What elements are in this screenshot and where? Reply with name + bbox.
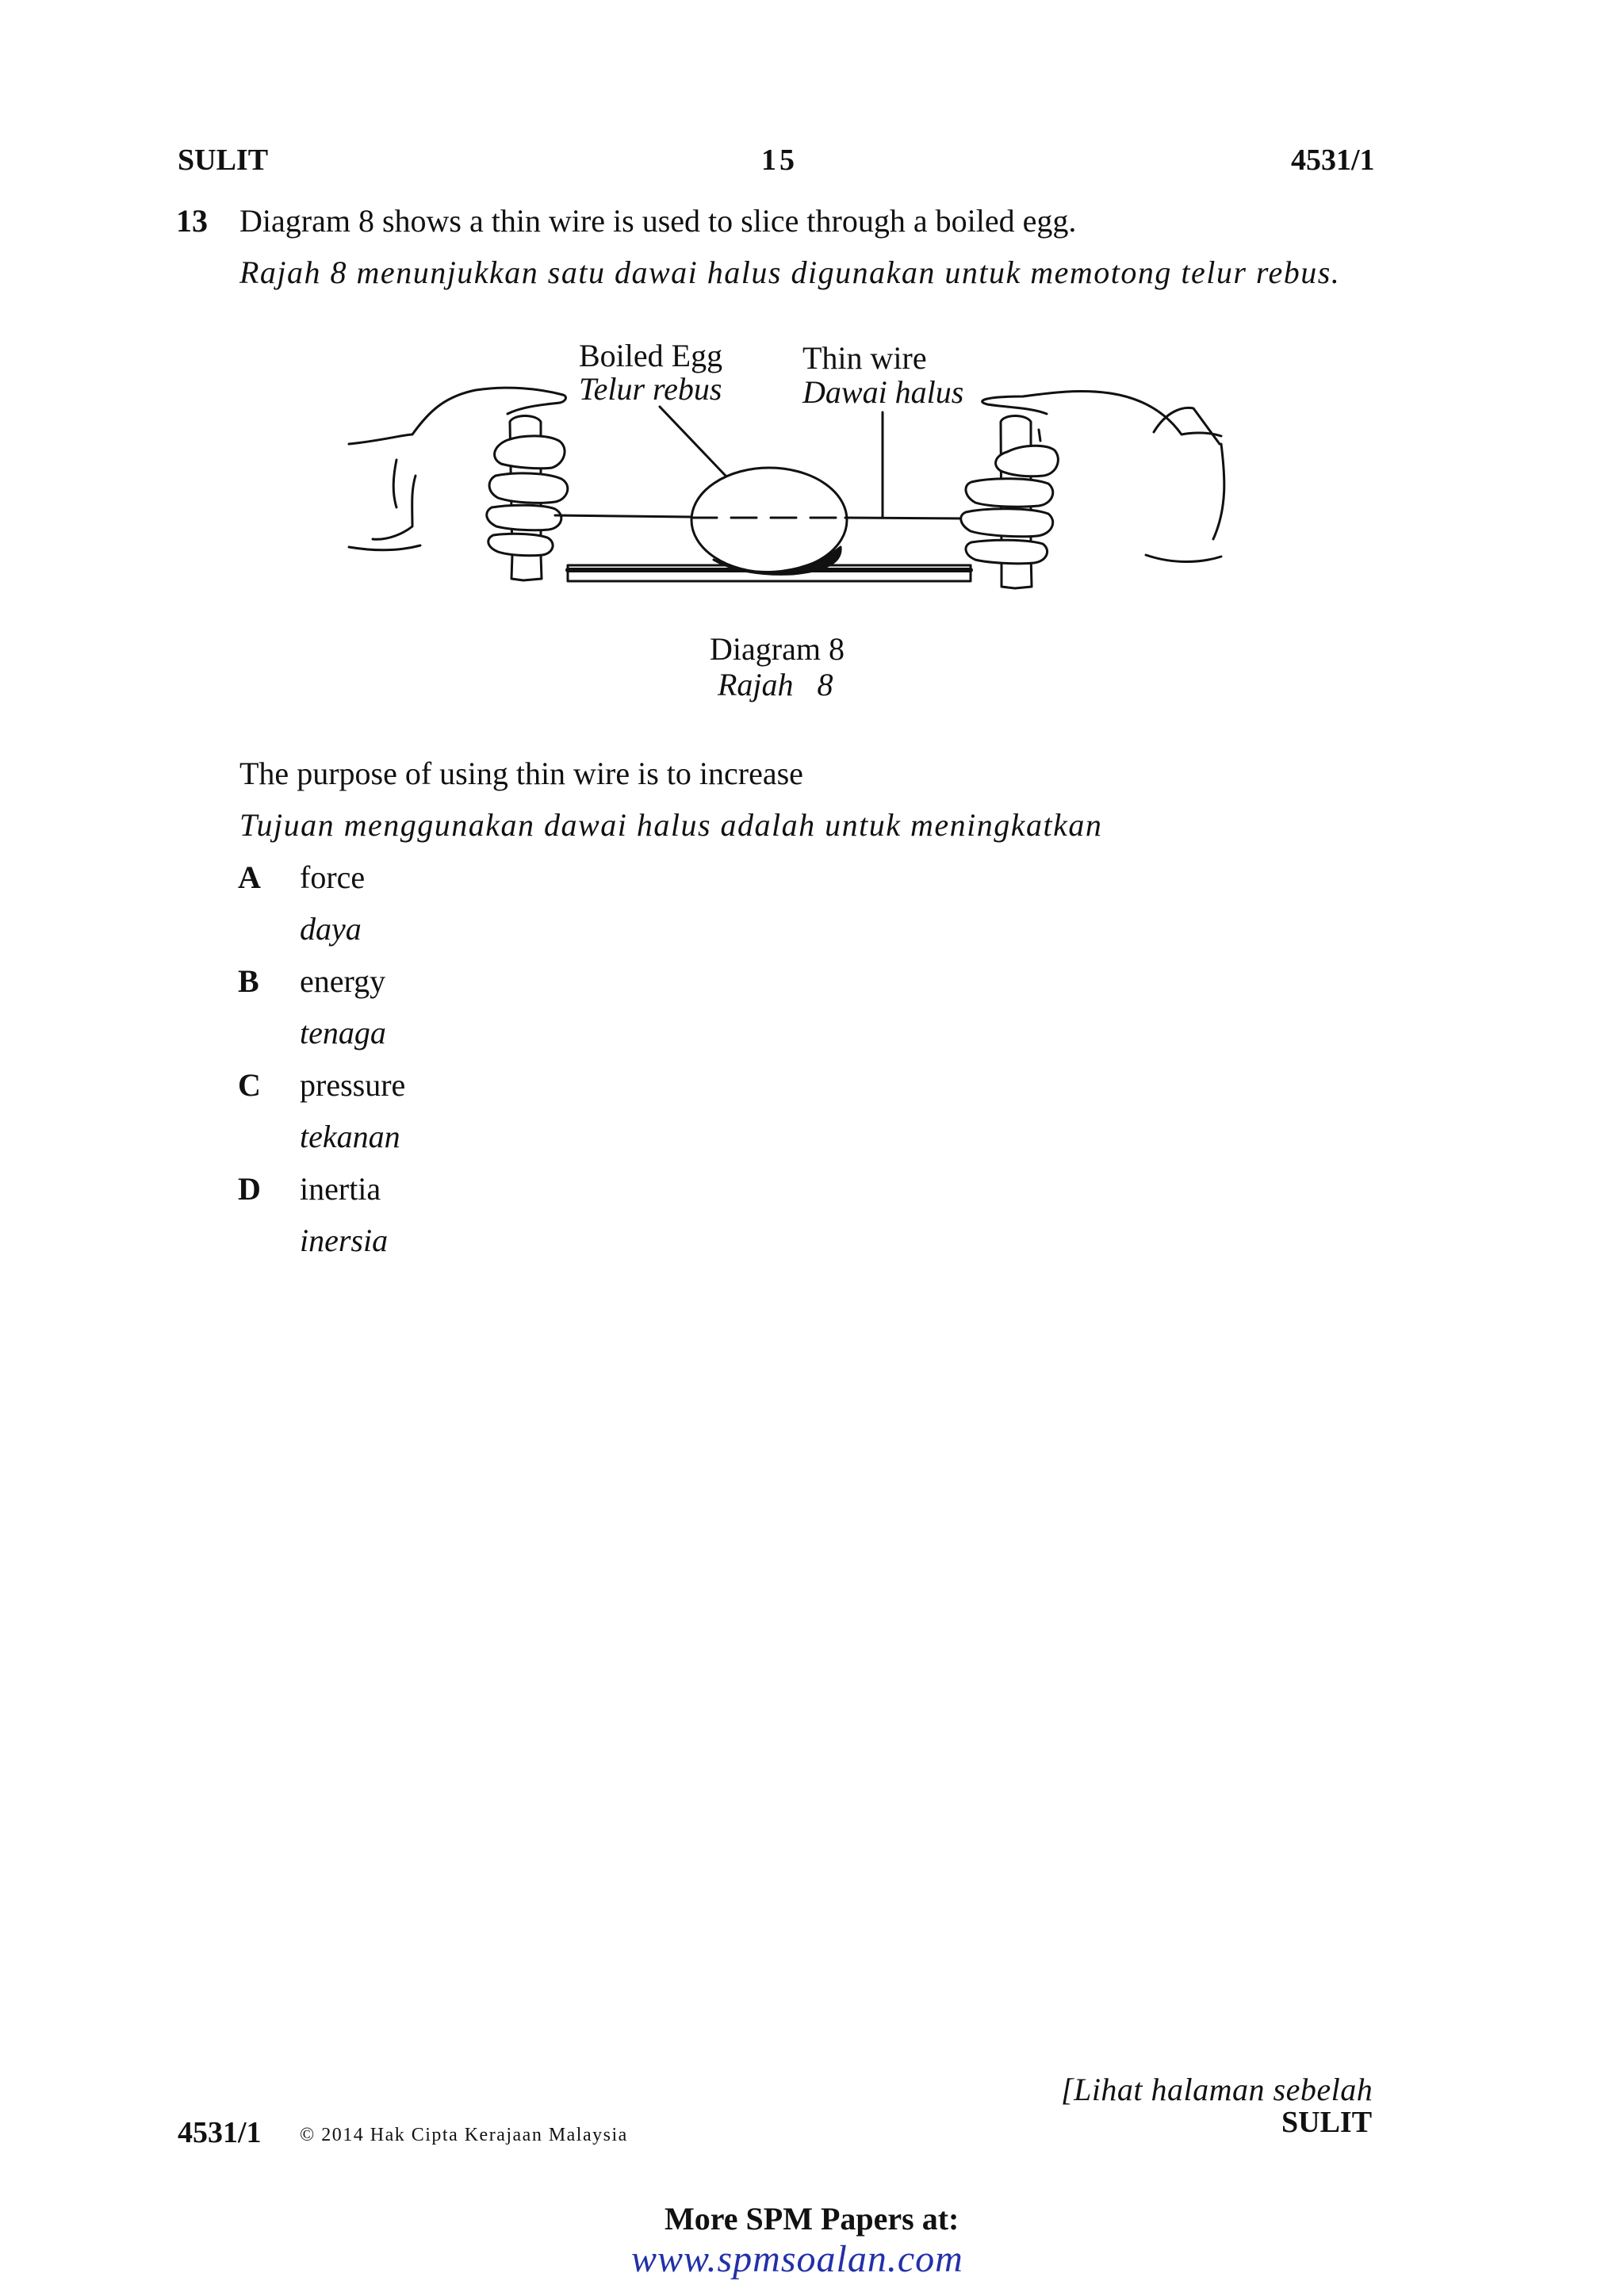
egg-slicing-diagram (0, 0, 1624, 714)
more-papers-text: More SPM Papers at: (665, 2201, 959, 2237)
footer-sulit: SULIT (1281, 2106, 1373, 2139)
option-letter: D (238, 1171, 261, 1207)
website-link[interactable]: www.spmsoalan.com (631, 2238, 963, 2280)
option-text-en: energy (300, 963, 386, 999)
diagram-caption-ms: Rajah 8 (718, 667, 833, 702)
option-text-en: pressure (300, 1067, 406, 1103)
label-thin-wire: Thin wire (802, 340, 927, 376)
egg-pointer-line (660, 407, 726, 476)
right-hand-icon (961, 391, 1224, 588)
label-boiled-egg: Boiled Egg (579, 338, 723, 373)
boiled-egg-icon (691, 468, 847, 574)
question-stem-en: Diagram 8 shows a thin wire is used to slice through a boiled egg. (239, 203, 1077, 239)
see-next-page: [Lihat halaman sebelah (1061, 2072, 1373, 2107)
label-telur-rebus: Telur rebus (579, 371, 722, 407)
label-dawai-halus: Dawai halus (802, 374, 964, 410)
option-letter: B (238, 963, 259, 999)
option-letter: C (238, 1067, 261, 1103)
footer-copyright: © 2014 Hak Cipta Kerajaan Malaysia (300, 2125, 628, 2145)
question-stem-ms: Rajah 8 menunjukkan satu dawai halus digunakan untuk memotong telur rebus. (239, 254, 1341, 290)
page-number: 15 (761, 144, 798, 177)
footer-paper-code: 4531/1 (178, 2116, 262, 2149)
option-text-ms: daya (300, 911, 362, 947)
paper-code: 4531/1 (1291, 144, 1375, 177)
option-text-en: inertia (300, 1171, 381, 1207)
option-text-ms: inersia (300, 1223, 389, 1258)
prompt-en: The purpose of using thin wire is to increase (239, 756, 803, 791)
question-number: 13 (176, 203, 208, 239)
prompt-ms: Tujuan menggunakan dawai halus adalah untuk meningkatkan (239, 807, 1103, 843)
option-letter: A (238, 859, 261, 895)
option-text-ms: tenaga (300, 1015, 386, 1050)
left-hand-icon (349, 388, 568, 580)
option-text-en: force (300, 859, 366, 895)
diagram-caption-en: Diagram 8 (710, 631, 845, 667)
option-text-ms: tekanan (300, 1119, 400, 1154)
header-sulit: SULIT (178, 144, 269, 177)
